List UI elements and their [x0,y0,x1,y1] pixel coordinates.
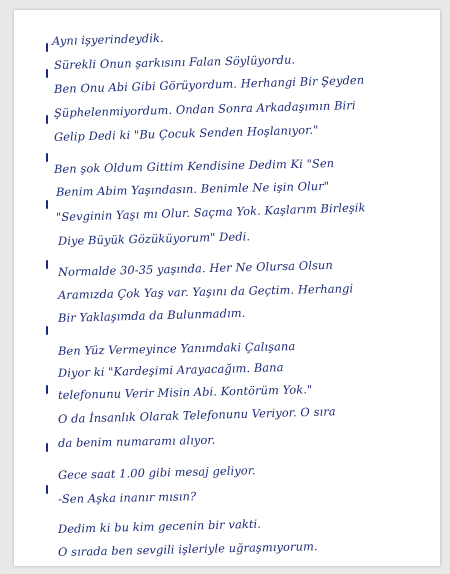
margin-tick [46,326,48,335]
margin-tick [46,485,48,494]
margin-tick [46,443,48,452]
note-line-1: Aynı işyerindeydik. [51,30,164,48]
margin-tick [46,385,48,394]
margin-tick [46,69,48,78]
margin-tick [46,260,48,269]
note-line-4: Şüphelenmiyordum. Ondan Sonra Arkadaşımın Biri [53,98,356,120]
note-line-9: Diye Büyük Gözüküyorum" Dedi. [57,229,251,248]
note-line-15: telefonunu Verir Misin Abi. Kontörüm Yok." [57,382,313,402]
note-line-10: Normalde 30-35 yaşında. Her Ne Olursa Olsun [57,257,333,279]
note-line-17: da benim numaramı alıyor. [57,432,216,450]
note-line-5: Gelip Dedi ki "Bu Çocuk Senden Hoşlanıyor." [53,122,319,144]
note-line-14: Diyor ki "Kardeşimi Arayacağım. Bana [57,360,284,380]
note-line-11: Aramızda Çok Yaş var. Yaşını da Geçtim. Herhangi [57,281,354,302]
note-line-13: Ben Yüz Vermeyince Yanımdaki Çalışana [57,339,296,358]
note-line-2: Sürekli Onun şarkısını Falan Söylüyordu. [53,52,296,72]
note-line-19: -Sen Aşka inanır mısın? [57,489,197,506]
handwritten-note-page [14,10,440,566]
note-line-16: O da İnsanlık Olarak Telefonunu Veriyor. O sıra [57,404,336,426]
margin-tick [46,200,48,209]
margin-tick [46,43,48,52]
note-line-20: Dedim ki bu kim gecenin bir vakti. [57,516,262,536]
note-line-12: Bir Yaklaşımda da Bulunmadım. [57,305,246,325]
note-line-8: "Sevginin Yaşı mı Olur. Saçma Yok. Kaşlarım Birleşik [55,200,366,224]
note-line-18: Gece saat 1.00 gibi mesaj geliyor. [57,463,256,482]
note-line-21: O sırada ben sevgili işleriyle uğraşmıyorum. [57,539,318,559]
note-line-3: Ben Onu Abi Gibi Görüyordum. Herhangi Bir Şeyden [53,72,365,96]
margin-tick [46,153,48,162]
note-line-7: Benim Abim Yaşındasın. Benimle Ne işin Olur" [55,178,330,199]
note-line-6: Ben şok Oldum Gittim Kendisine Dedim Ki "Sen [53,156,335,176]
margin-tick [46,115,48,124]
